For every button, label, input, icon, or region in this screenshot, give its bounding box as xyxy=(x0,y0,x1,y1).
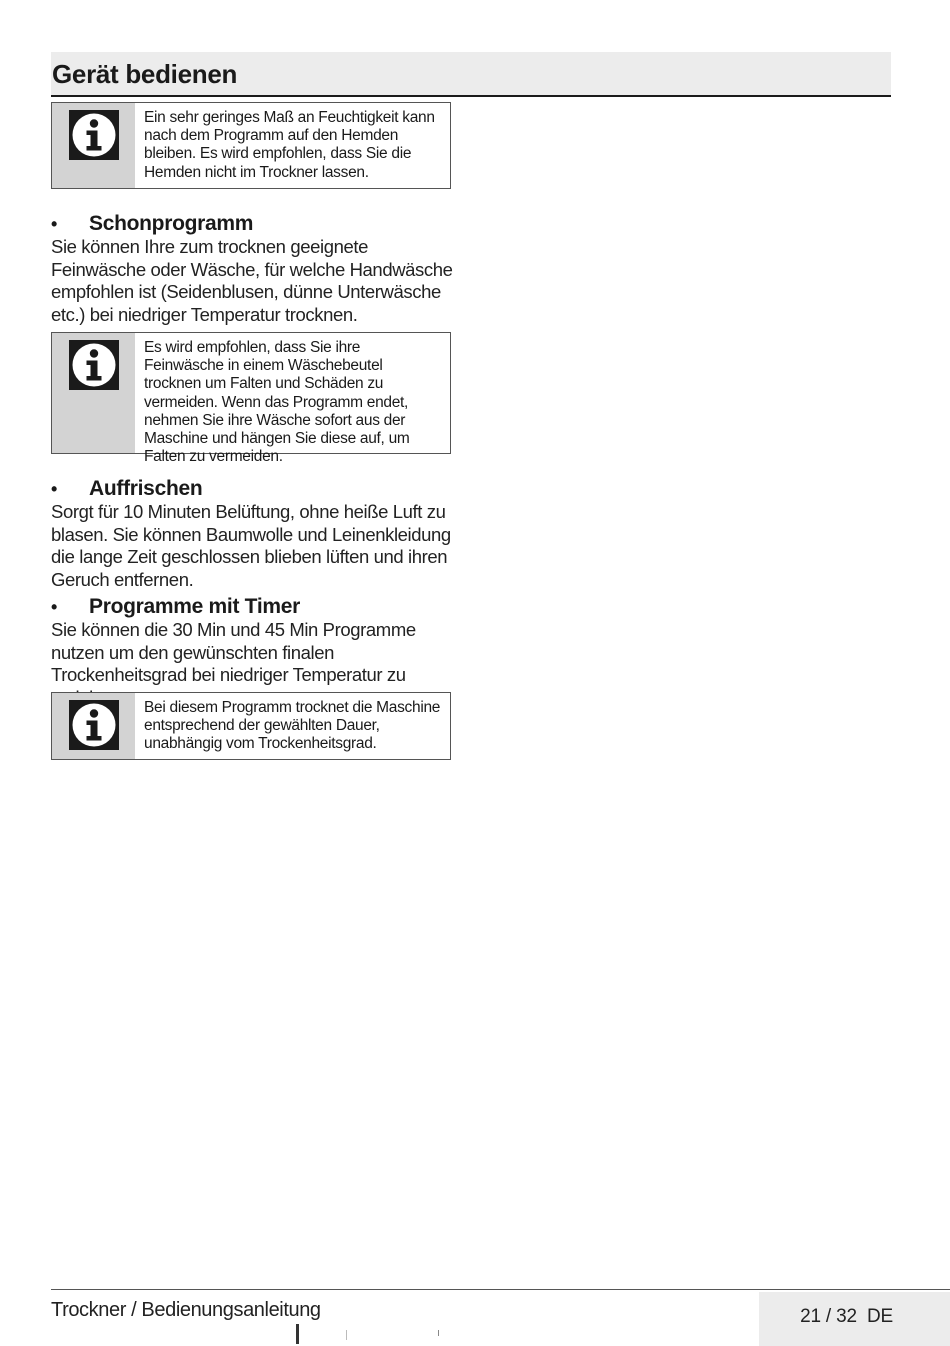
section-heading-text: Programme mit Timer xyxy=(89,595,300,618)
info-icon xyxy=(69,340,119,390)
page-count: 21 / 32 xyxy=(800,1306,857,1327)
language-code: DE xyxy=(867,1306,893,1327)
section-heading-text: Auffrischen xyxy=(89,477,203,500)
info-icon-cell xyxy=(52,693,135,759)
footer-title: Trockner / Bedienungsanleitung xyxy=(51,1299,321,1321)
page-header xyxy=(51,52,891,97)
section-heading-text: Schonprogramm xyxy=(89,212,254,235)
info-icon-cell xyxy=(52,103,135,188)
info-note-text: Ein sehr geringes Maß an Feuchtigkeit kann nach dem Programm auf den Hemden bleiben. Es wird empfohlen, dass Sie die Hemden nicht im Trockner lassen. xyxy=(144,109,435,181)
crop-mark xyxy=(346,1330,347,1340)
section-heading-auffrischen xyxy=(51,477,202,501)
page-number xyxy=(800,1306,893,1328)
info-note-text: Bei diesem Programm trocknet die Maschine entsprechend der gewählten Dauer, unabhängig vom Trockenheitsgrad. xyxy=(144,699,441,753)
info-note-text: Es wird empfohlen, dass Sie ihre Feinwäsche in einem Wäschebeutel trocknen um Falten und Schäden zu vermeiden. Wenn das Programm endet, nehmen Sie ihre Wäsche sofort aus der Maschine und hängen Sie diese auf, um Falten zu vermeiden. xyxy=(144,339,410,466)
info-icon xyxy=(69,110,119,160)
info-note-1 xyxy=(51,102,451,189)
section-body-schonprogramm: Sie können Ihre zum trocknen geeignete Feinwäsche oder Wäsche, für welche Handwäsche empfohlen ist (Seidenblusen, dünne Unterwäsche etc.) bei niedriger Temperatur trocknen. xyxy=(51,236,453,326)
footer-divider xyxy=(51,1289,950,1290)
section-heading-schonprogramm xyxy=(51,212,253,236)
crop-mark xyxy=(296,1324,299,1344)
section-body-programme-mit-timer: Sie können die 30 Min und 45 Min Programme nutzen um den gewünschten finalen Trockenheitsgrad bei niedriger Temperatur zu xyxy=(51,619,416,686)
info-note-2 xyxy=(51,332,451,466)
bullet: • xyxy=(51,214,58,234)
section-heading-programme-mit-timer xyxy=(51,595,300,619)
info-note-3 xyxy=(51,692,451,760)
info-icon-cell xyxy=(52,333,135,453)
info-icon xyxy=(69,700,119,750)
crop-mark xyxy=(438,1330,439,1336)
bullet: • xyxy=(51,479,58,499)
section-body-auffrischen: Sorgt für 10 Minuten Belüftung, ohne heiße Luft zu blasen. Sie können Baumwolle und Leinenkleidung die lange Zeit geschlossen blieben lüften und ihren Geruch entfernen. xyxy=(51,501,451,591)
bullet: • xyxy=(51,597,58,617)
footer-page-box xyxy=(759,1292,950,1346)
page-title: Gerät bedienen xyxy=(52,59,238,89)
